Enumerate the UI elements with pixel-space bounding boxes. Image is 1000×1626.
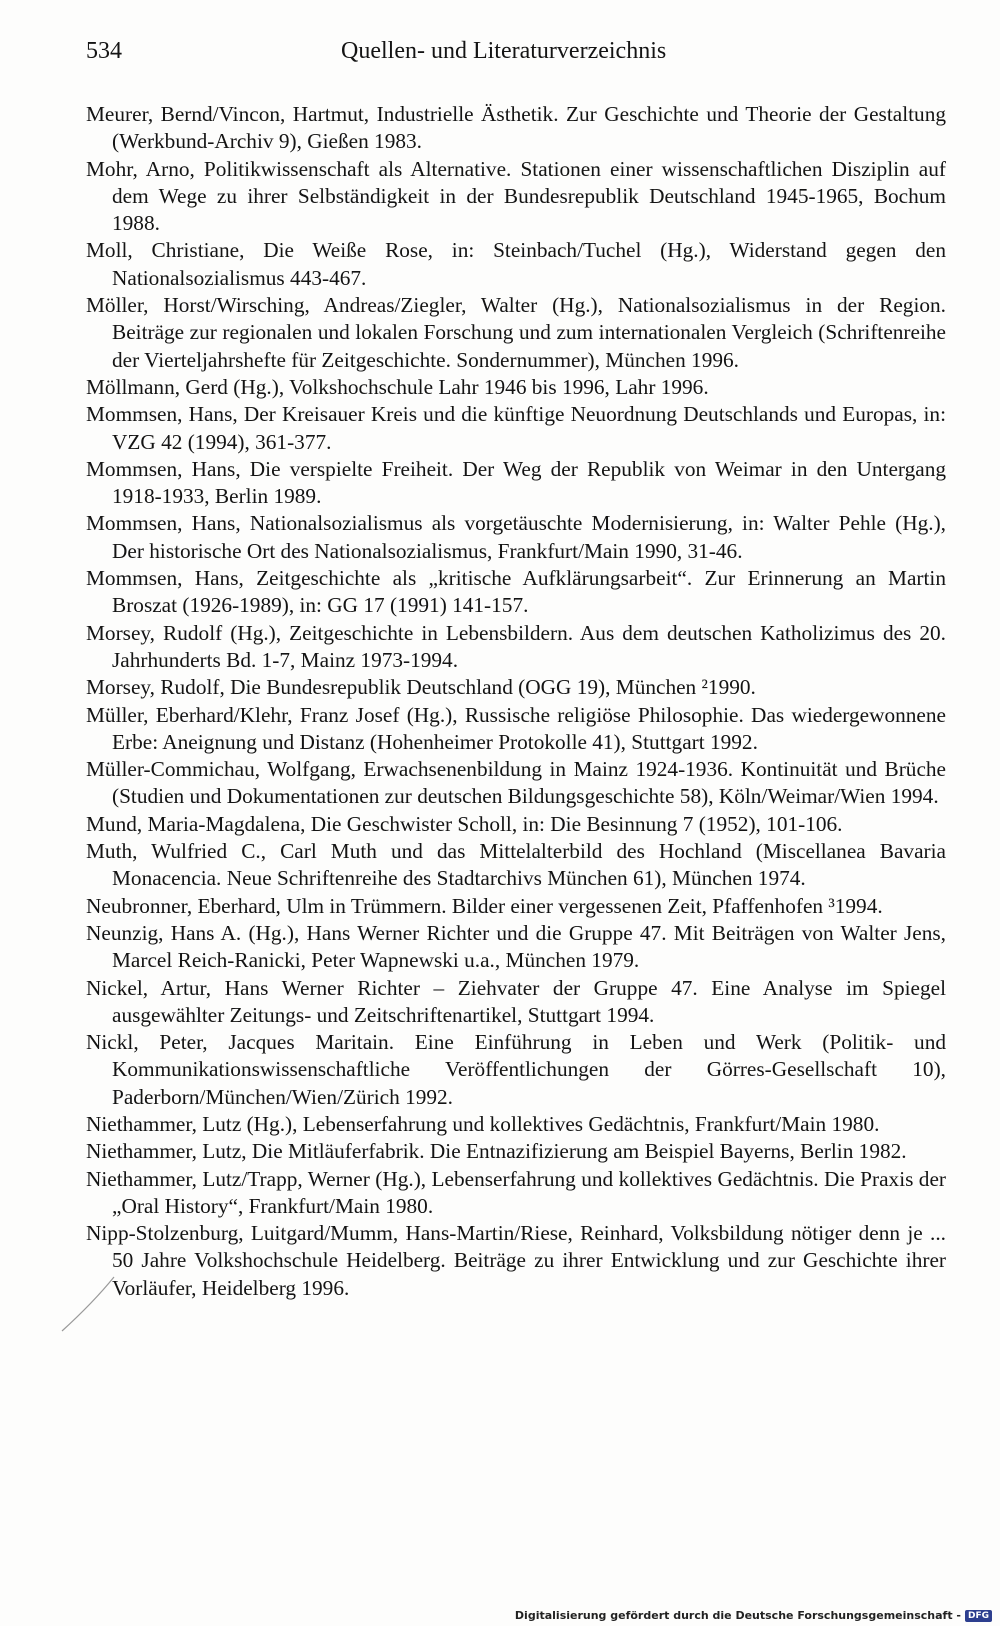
pencil-mark-icon [56, 1275, 116, 1335]
bibliography-entry: Morsey, Rudolf, Die Bundesrepublik Deutschland (OGG 19), München ²1990. [86, 675, 756, 700]
bibliography-entry: Möller, Horst/Wirsching, Andreas/Ziegler, Walter (Hg.), Nationalsozialismus in der Region. Beiträge zur regionalen und lokalen Forschung und zum internationalen Vergleich (Schriftenreihe der Vierteljahrshefte für Zeitgeschichte. Sondernummer), München 1996. [86, 293, 946, 372]
bibliography-entry: Neubronner, Eberhard, Ulm in Trümmern. Bilder einer vergessenen Zeit, Pfaffenhofen ³1994. [86, 893, 883, 918]
dfg-logo-icon: DFG [965, 1610, 992, 1622]
bibliography-entry: Niethammer, Lutz, Die Mitläuferfabrik. Die Entnazifizierung am Beispiel Bayerns, Berlin 1982. [86, 1139, 907, 1164]
page-header [86, 38, 950, 70]
bibliography-entry: Morsey, Rudolf (Hg.), Zeitgeschichte in Lebensbildern. Aus dem deutschen Katholizimus des 20. Jahrhunderts Bd. 1-7, Mainz 1973-1994. [86, 620, 946, 672]
bibliography-entry: Mommsen, Hans, Nationalsozialismus als vorgetäuschte Modernisierung, in: Walter Pehle (Hg.), Der historische Ort des Nationalsozialismus, Frankfurt/Main 1990, 31-46. [86, 511, 946, 563]
bibliography-entry: Nickel, Artur, Hans Werner Richter – Ziehvater der Gruppe 47. Eine Analyse im Spiegel ausgewählter Zeitungs- und Zeitschriftenartikel, Stuttgart 1994. [86, 975, 946, 1027]
bibliography-entry: Niethammer, Lutz/Trapp, Werner (Hg.), Lebenserfahrung und kollektives Gedächtnis. Die Praxis der „Oral History“, Frankfurt/Main 1980. [86, 1166, 946, 1218]
bibliography-entry: Moll, Christiane, Die Weiße Rose, in: Steinbach/Tuchel (Hg.), Widerstand gegen den Nationalsozialismus 443-467. [86, 238, 946, 290]
bibliography-entry: Müller-Commichau, Wolfgang, Erwachsenenbildung in Mainz 1924-1936. Kontinuität und Brüche (Studien und Dokumentationen zur deutschen Bildungsgeschichte 58), Köln/Weimar/Wien 1994. [86, 757, 946, 809]
bibliography-entry: Neunzig, Hans A. (Hg.), Hans Werner Richter und die Gruppe 47. Mit Beiträgen von Walter Jens, Marcel Reich-Ranicki, Peter Wapnewski u.a., München 1979. [86, 920, 946, 973]
bibliography-entry: Niethammer, Lutz (Hg.), Lebenserfahrung und kollektives Gedächtnis, Frankfurt/Main 1980. [86, 1111, 880, 1136]
bibliography-entry: Mommsen, Hans, Die verspielte Freiheit. Der Weg der Republik von Weimar in den Untergang 1918-1933, Berlin 1989. [86, 456, 946, 509]
bibliography-entry: Mund, Maria-Magdalena, Die Geschwister Scholl, in: Die Besinnung 7 (1952), 101-106. [86, 811, 843, 836]
bibliography-entry: Mommsen, Hans, Der Kreisauer Kreis und die künftige Neuordnung Deutschlands und Europas, in: VZG 42 (1994), 361-377. [86, 402, 946, 454]
bibliography-entry: Mohr, Arno, Politikwissenschaft als Alternative. Stationen einer wissenschaftlichen Disziplin auf dem Wege zu ihrer Selbständigkeit in der Bundesrepublik Deutschland 1945-1965, Bochum 1988. [86, 156, 946, 236]
bibliography-entry: Muth, Wulfried C., Carl Muth und das Mittelalterbild des Hochland (Miscellanea Bavaria Monacencia. Neue Schriftenreihe des Stadtarchivs München 61), München 1974. [86, 839, 946, 891]
digitization-note: Digitalisierung gefördert durch die Deutsche Forschungsgemeinschaft - [514, 1609, 961, 1622]
bibliography-entry: Nipp-Stolzenburg, Luitgard/Mumm, Hans-Martin/Riese, Reinhard, Volksbildung nötiger denn je ... 50 Jahre Volkshochschule Heidelberg. Beiträge zu ihrer Entwicklung und zur Geschichte ihrer Vorläufer, Heidelberg 1996. [86, 1221, 946, 1300]
bibliography-entry: Meurer, Bernd/Vincon, Hartmut, Industrielle Ästhetik. Zur Geschichte und Theorie der Gestaltung (Werkbund-Archiv 9), Gießen 1983. [86, 102, 946, 154]
page-number: 534 [86, 38, 122, 64]
bibliography-entry: Mommsen, Hans, Zeitgeschichte als „kritische Aufklärungsarbeit“. Zur Erinnerung an Martin Broszat (1926-1989), in: GG 17 (1991) 141-157. [86, 566, 946, 618]
running-head: Quellen- und Literaturverzeichnis [341, 38, 667, 64]
bibliography-entry: Nickl, Peter, Jacques Maritain. Eine Einführung in Leben und Werk (Politik- und Kommunikationswissenschaftliche Veröffentlichungen der Görres-Gesellschaft 10), Paderborn/München/Wien/Zürich 1992. [86, 1030, 946, 1109]
page-footer [515, 1609, 992, 1622]
bibliography-entry: Müller, Eberhard/Klehr, Franz Josef (Hg.), Russische religiöse Philosophie. Das wiedergewonnene Erbe: Aneignung und Distanz (Hohenheimer Protokolle 41), Stuttgart 1992. [86, 702, 946, 754]
bibliography-list [86, 101, 946, 1302]
bibliography-entry: Möllmann, Gerd (Hg.), Volkshochschule Lahr 1946 bis 1996, Lahr 1996. [86, 374, 709, 399]
